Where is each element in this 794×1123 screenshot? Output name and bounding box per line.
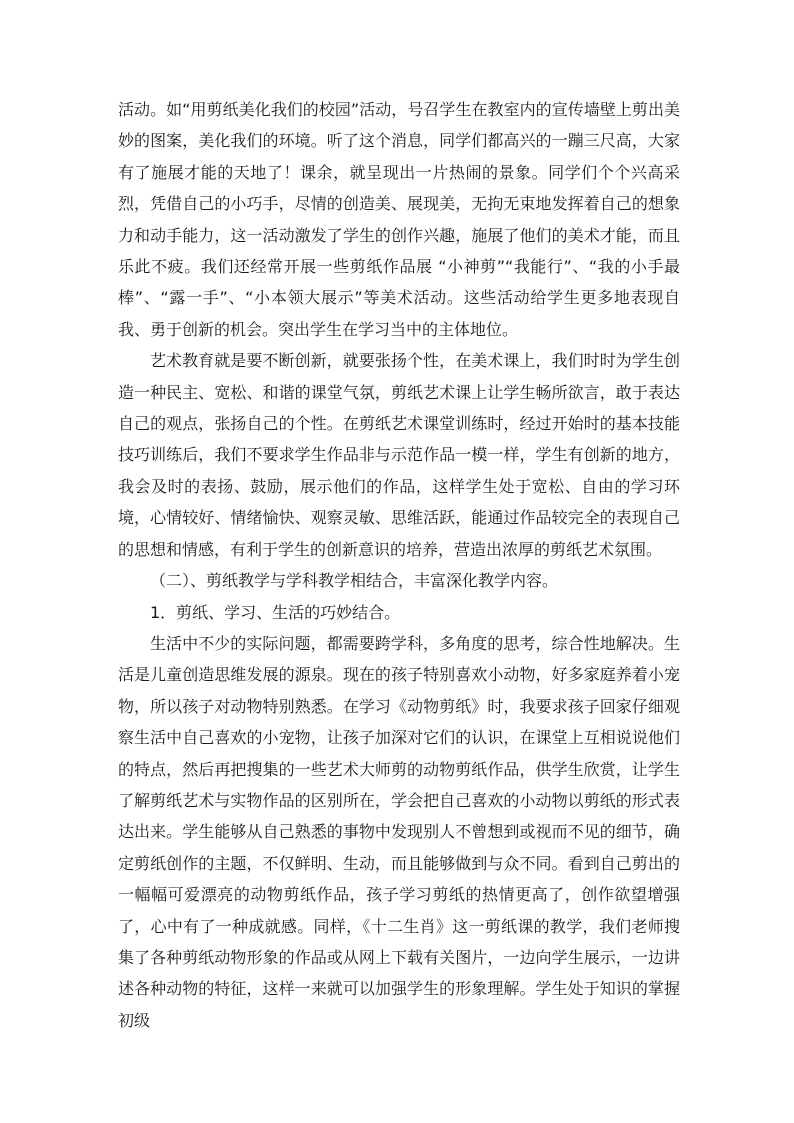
section-heading: （二）、剪纸教学与学科教学相结合，丰富深化教学内容。 (150, 571, 559, 591)
body-paragraph: 艺术教育就是要不断创新，就要张扬个性，在美术课上，我们时时为学生创造一种民主、宽松、和谐的课堂气氛，剪纸艺术课上让学生畅所欲言，敢于表达自己的观点，张扬自己的个性。在剪纸艺术课堂训练时，经过开始时的基本技能技巧训练后，我们不要求学生作品非与示范作品一模一样，学生有创新的地方，我会及时的表扬、鼓励，展示他们的作品，这样学生处于宽松、自由的学习环境，心情较好、情绪愉快、观察灵敏、思维活跃，能通过作品较完全的表现自己的思想和情感，有利于学生的创新意识的培养，营造出浓厚的剪纸艺术氛围。 (118, 351, 680, 559)
body-paragraph: 生活中不少的实际问题，都需要跨学科，多角度的思考，综合性地解决。生活是儿童创造思维发展的源泉。现在的孩子特别喜欢小动物，好多家庭养着小宠物，所以孩子对动物特别熟悉。在学习《动物剪纸》时，我要求孩子回家仔细观察生活中自己喜欢的小宠物，让孩子加深对它们的认识，在课堂上互相说说他们的特点，然后再把搜集的一些艺术大师剪的动物剪纸作品，供学生欣赏，让学生了解剪纸艺术与实物作品的区别所在，学会把自己喜欢的小动物以剪纸的形式表达出来。学生能够从自己熟悉的事物中发现别人不曾想到或视而不见的细节，确定剪纸创作的主题，不仅鲜明、生动，而且能够做到与众不同。看到自己剪出的一幅幅可爱漂亮的动物剪纸作品，孩子学习剪纸的热情更高了，创作欲望增强了，心中有了一种成就感。同样，《十二生肖》这一剪纸课的教学，我们老师搜集了各种剪纸动物形象的作品或从网上下载有关图片，一边向学生展示，一边讲述各种动物的特征，这样一来就可以加强学生的形象理解。学生处于知识的掌握初级 (118, 633, 680, 1030)
subsection-heading: 1．剪纸、学习、生活的巧妙结合。 (150, 602, 401, 622)
body-paragraph: 活动。如“用剪纸美化我们的校园”活动，号召学生在教室内的宣传墙壁上剪出美妙的图案，美化我们的环境。听了这个消息，同学们都高兴的一蹦三尺高，大家有了施展才能的天地了！课余，就呈现出一片热闹的景象。同学们个个兴高采烈，凭借自己的小巧手，尽情的创造美、展现美，无拘无束地发挥着自己的想象力和动手能力，这一活动激发了学生的创作兴趣，施展了他们的美术才能，而且乐此不疲。我们还经常开展一些剪纸作品展 “小神剪”“我能行”、“我的小手最棒”、“露一手”、“小本领大展示”等美术活动。这些活动给学生更多地表现自我、勇于创新的机会。突出学生在学习当中的主体地位。 (118, 100, 680, 339)
document-page (118, 94, 680, 1036)
